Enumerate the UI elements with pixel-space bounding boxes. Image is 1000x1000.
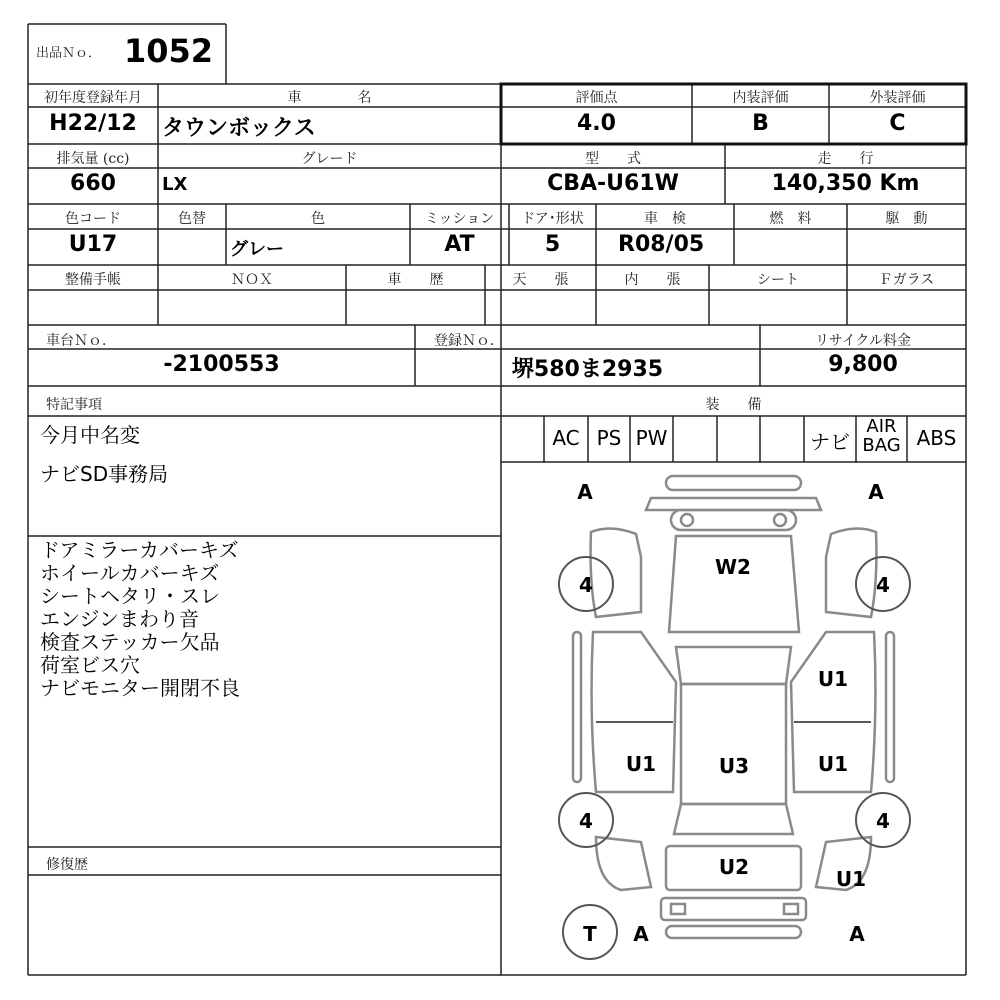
damage-mark-left-side: U1 [625,752,657,776]
color-code-value: U17 [68,232,118,257]
interior-grade-value: B [752,111,769,136]
damage-mark-roof: U3 [718,754,750,778]
lot-number: 1052 [124,32,214,70]
score-value: 4.0 [577,111,616,136]
equipment-ac: AC [552,426,580,450]
nox-label: ＮＯＸ [231,272,273,288]
vehicle-history-label: 車 歴 [387,272,444,288]
color-label: 色 [311,211,325,227]
note-list-item: 荷室ビス穴 [40,653,140,677]
mission-label: ミッション [424,211,495,227]
damage-mark-right-front-door: U1 [817,667,849,691]
chassis-number-value: -2100553 [163,352,280,377]
note-line: ナビSD事務局 [40,462,169,486]
damage-mark-front-left: A [577,480,593,504]
roof-lining-label: 天 張 [512,272,569,288]
car-name-value: タウンボックス [162,116,316,141]
damage-mark-rear-right: A [849,922,865,946]
displacement-value: 660 [70,171,116,196]
recycle-fee-label: リサイクル料金 [814,333,912,349]
equipment-airbag: AIR BAG [862,416,901,456]
equipment-label: 装 備 [705,397,762,413]
note-list-item: ホイールカバーキズ [40,561,220,585]
note-line: 今月中名変 [40,423,140,447]
service-book-label: 整備手帳 [65,272,121,288]
damage-mark-rear-quarter: U1 [835,867,867,891]
model-label: 型 式 [585,151,641,167]
damage-mark-right-side: U1 [817,752,849,776]
interior-trim-label: 内 張 [624,272,681,288]
note-list-item: エンジンまわり音 [40,607,199,631]
recolor-label: 色替 [178,211,206,227]
registration-number-label: 登録Ｎｏ． [434,333,504,349]
car-name-label: 車 名 [287,90,372,106]
tire-front-left: 4 [579,573,593,597]
front-glass-label: Ｆガラス [878,272,935,288]
registration-number-value: 堺580ま2935 [511,357,664,382]
model-value: CBA-U61W [547,171,679,196]
spare-tire: T [583,922,597,946]
special-notes-label: 特記事項 [46,397,102,413]
color-value: グレー [230,239,284,260]
inspection-value: R08/05 [618,232,705,257]
color-code-label: 色コード [65,211,121,227]
note-list-item: ドアミラーカバーキズ [40,538,239,562]
equipment-abs: ABS [916,426,957,450]
fuel-label: 燃 料 [769,211,812,227]
equipment-ps: PS [596,426,622,450]
drive-label: 駆 動 [885,211,928,227]
damage-mark-rear-gate: U2 [718,855,750,879]
score-label: 評価点 [575,90,618,106]
inspection-label: 車 検 [644,211,686,227]
chassis-number-label: 車台Ｎｏ． [46,333,116,349]
seat-label: シート [757,272,799,288]
note-list-item: ナビモニター開閉不良 [40,676,240,700]
mileage-label: 走 行 [817,151,874,167]
equipment-navi: ナビ [810,430,850,454]
recycle-fee-value: 9,800 [828,352,898,377]
damage-mark-windshield: W2 [715,555,751,579]
grade-value: LX [162,174,188,195]
note-list-item: シートヘタリ・スレ [40,584,220,608]
tire-rear-left: 4 [579,809,593,833]
damage-mark-rear-left: A [633,922,649,946]
door-label: ドア･形状 [521,211,584,227]
car-damage-diagram [501,462,966,975]
exterior-grade-label: 外装評価 [869,90,926,106]
exterior-grade-value: C [889,111,906,136]
grade-label: グレード [301,151,358,167]
tire-rear-right: 4 [876,809,890,833]
displacement-label: 排気量 (cc) [56,151,130,167]
tire-front-right: 4 [876,573,890,597]
repair-history-label: 修復歴 [46,857,88,873]
first-registration-label: 初年度登録年月 [44,90,142,106]
mission-value: AT [444,232,475,257]
lot-label: 出品Ｎｏ． [36,46,102,61]
mileage-value: 140,350 Km [771,171,920,196]
damage-mark-front-right: A [868,480,884,504]
door-value: 5 [544,232,561,257]
equipment-pw: PW [635,426,668,450]
note-list-item: 検査ステッカー欠品 [40,630,220,654]
interior-grade-label: 内装評価 [732,90,789,106]
first-registration-value: H22/12 [49,111,137,136]
